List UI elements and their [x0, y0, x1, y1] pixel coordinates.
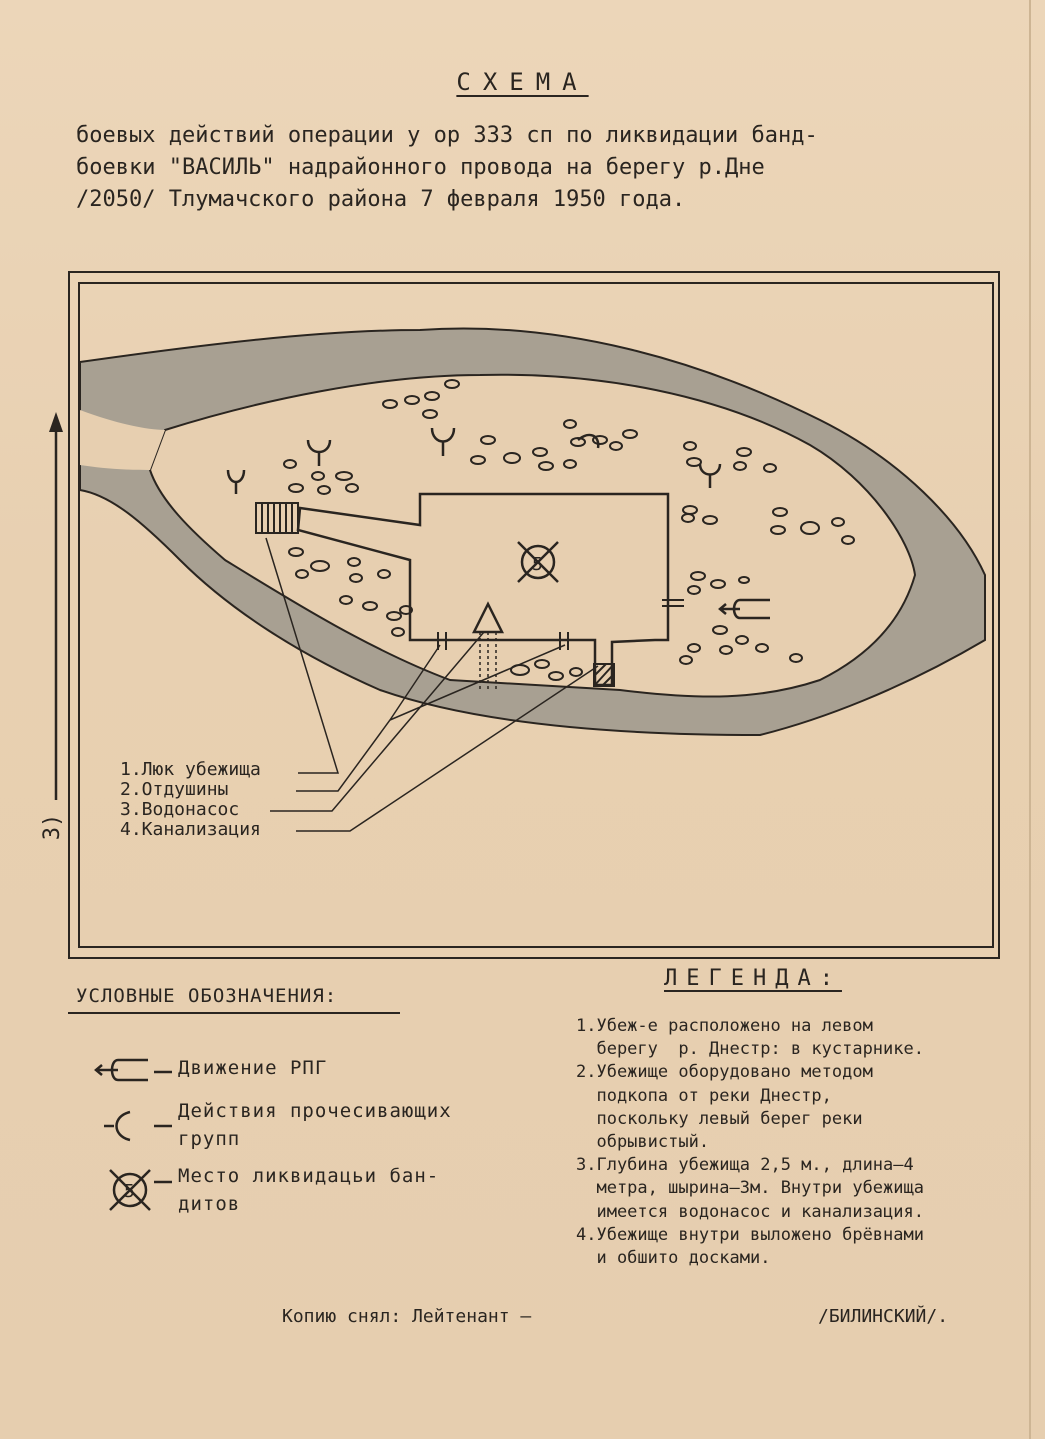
subtitle-line: боевых действий операции у ор 333 сп по ликвидации банд- [76, 123, 818, 148]
legend-heading: ЛЕГЕНДА: [664, 966, 842, 991]
search-group-icon [104, 1112, 172, 1140]
symbol-label: Место ликвидацьи бан- [178, 1165, 440, 1187]
legend-line: 4.Убежище внутри выложено брёвнами [576, 1224, 924, 1245]
symbol-label: Действия прочесивающих [178, 1100, 452, 1122]
legend-line: 1.Убеж-е расположено на левом [576, 1016, 873, 1036]
callout-hatch: 1.Люк убежища [120, 759, 261, 780]
symbol-label: дитов [178, 1193, 241, 1215]
symbol-label: групп [178, 1128, 241, 1150]
legend-line: поскольку левый берег реки [576, 1108, 863, 1129]
legend-line: метра, шырина—3м. Внутри убежища [576, 1178, 924, 1199]
symbol-label: Движение РПГ [178, 1057, 328, 1079]
symbol-item-search [178, 1097, 452, 1153]
center-symbol-label: 5 [532, 554, 543, 575]
legend-line: имеется водонасос и канализация. [576, 1201, 924, 1222]
legend-line: берегу р. Днестр: в кустарнике. [576, 1039, 924, 1060]
legend-line: подкопа от реки Днестр, [576, 1085, 832, 1106]
rpg-movement-icon [96, 1060, 172, 1080]
subtitle-line: /2050/ Тлумачского района 7 февраля 1950 года. [76, 187, 686, 212]
legend-line: 3.Глубина убежища 2,5 м., длина—4 [576, 1155, 914, 1176]
legend-line: обрывистый. [576, 1132, 710, 1153]
legend-notes [576, 1015, 1016, 1270]
legend-line: 2.Убежище оборудовано методом [576, 1062, 873, 1083]
callout-vents: 2.Отдушины [120, 779, 229, 800]
symbols-heading: УСЛОВНЫЕ ОБОЗНАЧЕНИЯ: [76, 985, 338, 1007]
symbol-item-rpg [178, 1054, 327, 1082]
symbol-item-elimination [178, 1162, 439, 1218]
signature: /БИЛИНСКИЙ/. [818, 1306, 949, 1327]
elimination-icon-label: 5 [124, 1181, 135, 1202]
document-title: СХЕМА [456, 68, 589, 96]
legend-line: и обшито досками. [576, 1248, 771, 1269]
subtitle-line: боевки "ВАСИЛЬ" надрайонного провода на берегу р.Дне [76, 155, 765, 180]
elimination-site-icon [110, 1170, 172, 1210]
callout-pump: 3.Водонасос [120, 799, 240, 820]
copy-note: Копию снял: Лейтенант — [282, 1306, 532, 1327]
north-marker: З) [40, 813, 65, 841]
callout-sewer: 4.Канализация [120, 819, 261, 840]
